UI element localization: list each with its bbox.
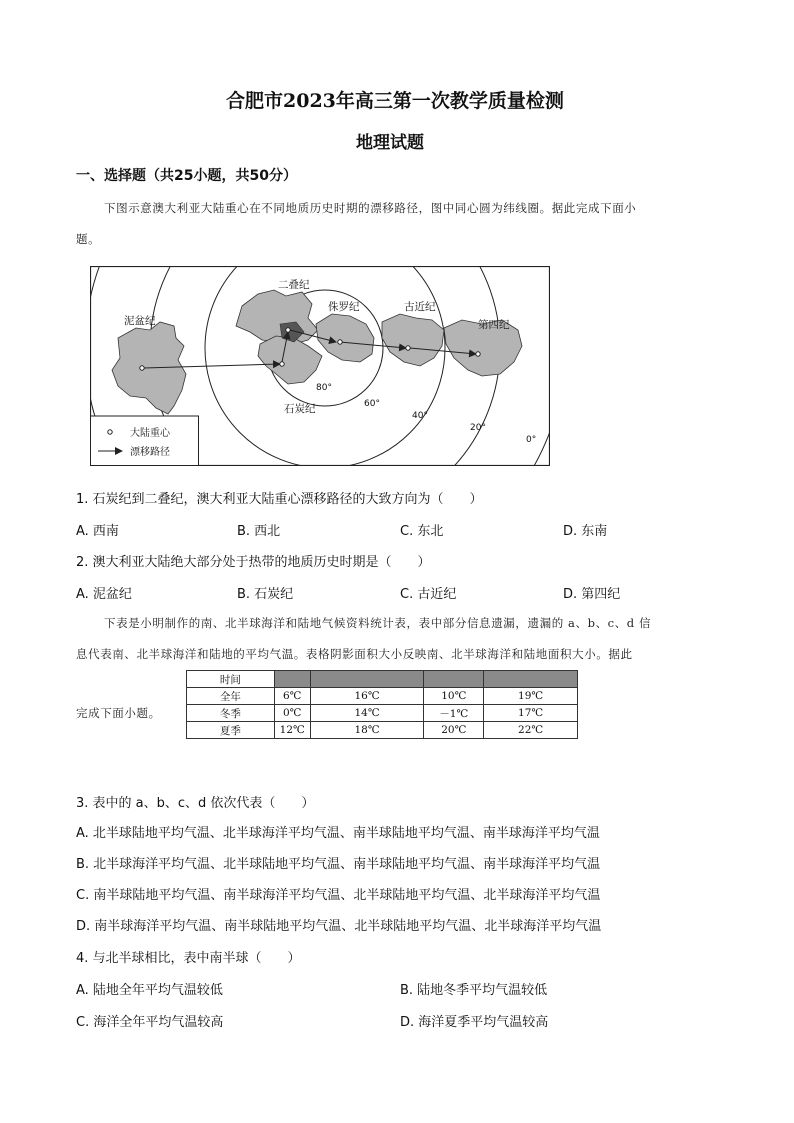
table-header-shaded [424,671,484,688]
table-cell: 0℃ [274,705,310,722]
q3-option-c[interactable]: C. 南半球陆地平均气温、南半球海洋平均气温、北半球陆地平均气温、北半球海洋平均气温 [76,888,601,903]
q1-option-d[interactable]: D. 东南 [563,524,608,539]
intro2-line3: 完成下面小题。 [76,706,161,720]
section-heading: 一、选择题（共25小题，共50分） [76,168,297,184]
table-header-shaded [484,671,578,688]
center-quaternary [476,352,480,356]
center-carboniferous [280,362,284,366]
q4-option-a[interactable]: A. 陆地全年平均气温较低 [76,983,223,998]
table-row [187,688,578,705]
legend-center-icon [108,430,112,434]
q4-option-d[interactable]: D. 海洋夏季平均气温较高 [400,1015,549,1030]
question-4-stem: 4. 与北半球相比，表中南半球（ ） [76,951,301,966]
legend-center-label: 大陆重心 [130,428,170,439]
lat-label-60: 60° [364,399,380,409]
center-devonian [140,366,144,370]
table-row [187,722,578,739]
lat-label-0: 0° [526,435,537,445]
label-carboniferous: 石炭纪 [284,403,316,415]
q1-option-a[interactable]: A. 西南 [76,524,119,539]
table-header-shaded [310,671,424,688]
table-header-shaded [274,671,310,688]
question-3-stem: 3. 表中的 a、b、c、d 依次代表（ ） [76,796,315,811]
table-cell: 19℃ [484,688,578,705]
intro-text-line2: 题。 [76,232,101,246]
table-cell: 20℃ [424,722,484,739]
table-cell: 17℃ [484,705,578,722]
legend-path-label: 漂移路径 [130,447,170,458]
table-cell: 16℃ [310,688,424,705]
table-cell: 22℃ [484,722,578,739]
table-cell: 6℃ [274,688,310,705]
label-jurassic: 侏罗纪 [328,301,360,313]
intro-text-line1: 下图示意澳大利亚大陆重心在不同地质历史时期的漂移路径，图中同心圆为纬线圈。据此完成下面小 [104,201,637,215]
label-quaternary: 第四纪 [478,319,510,331]
q2-option-a[interactable]: A. 泥盆纪 [76,587,132,602]
q2-option-d[interactable]: D. 第四纪 [563,587,621,602]
table-cell: －1℃ [424,705,484,722]
page-title: 合肥市2023年高三第一次教学质量检测 [226,90,564,112]
label-permian: 二叠纪 [278,279,310,291]
q1-option-b[interactable]: B. 西北 [237,524,281,539]
q3-option-b[interactable]: B. 北半球海洋平均气温、北半球陆地平均气温、南半球陆地平均气温、南半球海洋平均气温 [76,857,601,872]
intro2-line1: 下表是小明制作的南、北半球海洋和陆地气候资料统计表，表中部分信息遗漏，遗漏的 a、b、c、d 信 [104,616,652,630]
label-devonian: 泥盆纪 [124,315,156,327]
q2-option-c[interactable]: C. 古近纪 [400,587,457,602]
q2-option-b[interactable]: B. 石炭纪 [237,587,294,602]
question-2-stem: 2. 澳大利亚大陆绝大部分处于热带的地质历史时期是（ ） [76,555,431,570]
lat-label-20: 20° [470,423,486,433]
row-label: 夏季 [187,722,275,739]
intro2-line2: 息代表南、北半球海洋和陆地的平均气温。表格阴影面积大小反映南、北半球海洋和陆地面积大小。据此 [76,647,633,661]
table-cell: 12℃ [274,722,310,739]
table-row [187,705,578,722]
label-paleogene: 古近纪 [404,301,436,313]
lat-label-80: 80° [316,383,332,393]
center-paleogene [406,346,410,350]
page-subtitle: 地理试题 [356,133,424,153]
center-jurassic [338,340,342,344]
continental-drift-map [90,266,550,466]
climate-table [186,670,578,739]
table-cell: 14℃ [310,705,424,722]
table-header-time: 时间 [187,671,275,688]
q1-option-c[interactable]: C. 东北 [400,524,444,539]
table-header-row [187,671,578,688]
row-label: 全年 [187,688,275,705]
table-cell: 18℃ [310,722,424,739]
map-legend [91,416,199,466]
table-cell: 10℃ [424,688,484,705]
q4-option-b[interactable]: B. 陆地冬季平均气温较低 [400,983,548,998]
center-permian [286,328,290,332]
q3-option-a[interactable]: A. 北半球陆地平均气温、北半球海洋平均气温、南半球陆地平均气温、南半球海洋平均气温 [76,826,600,841]
q3-option-d[interactable]: D. 南半球海洋平均气温、南半球陆地平均气温、北半球陆地平均气温、北半球海洋平均气温 [76,919,602,934]
question-1-stem: 1. 石炭纪到二叠纪，澳大利亚大陆重心漂移路径的大致方向为（ ） [76,492,483,507]
q4-option-c[interactable]: C. 海洋全年平均气温较高 [76,1015,224,1030]
lat-label-40: 40° [412,411,428,421]
row-label: 冬季 [187,705,275,722]
